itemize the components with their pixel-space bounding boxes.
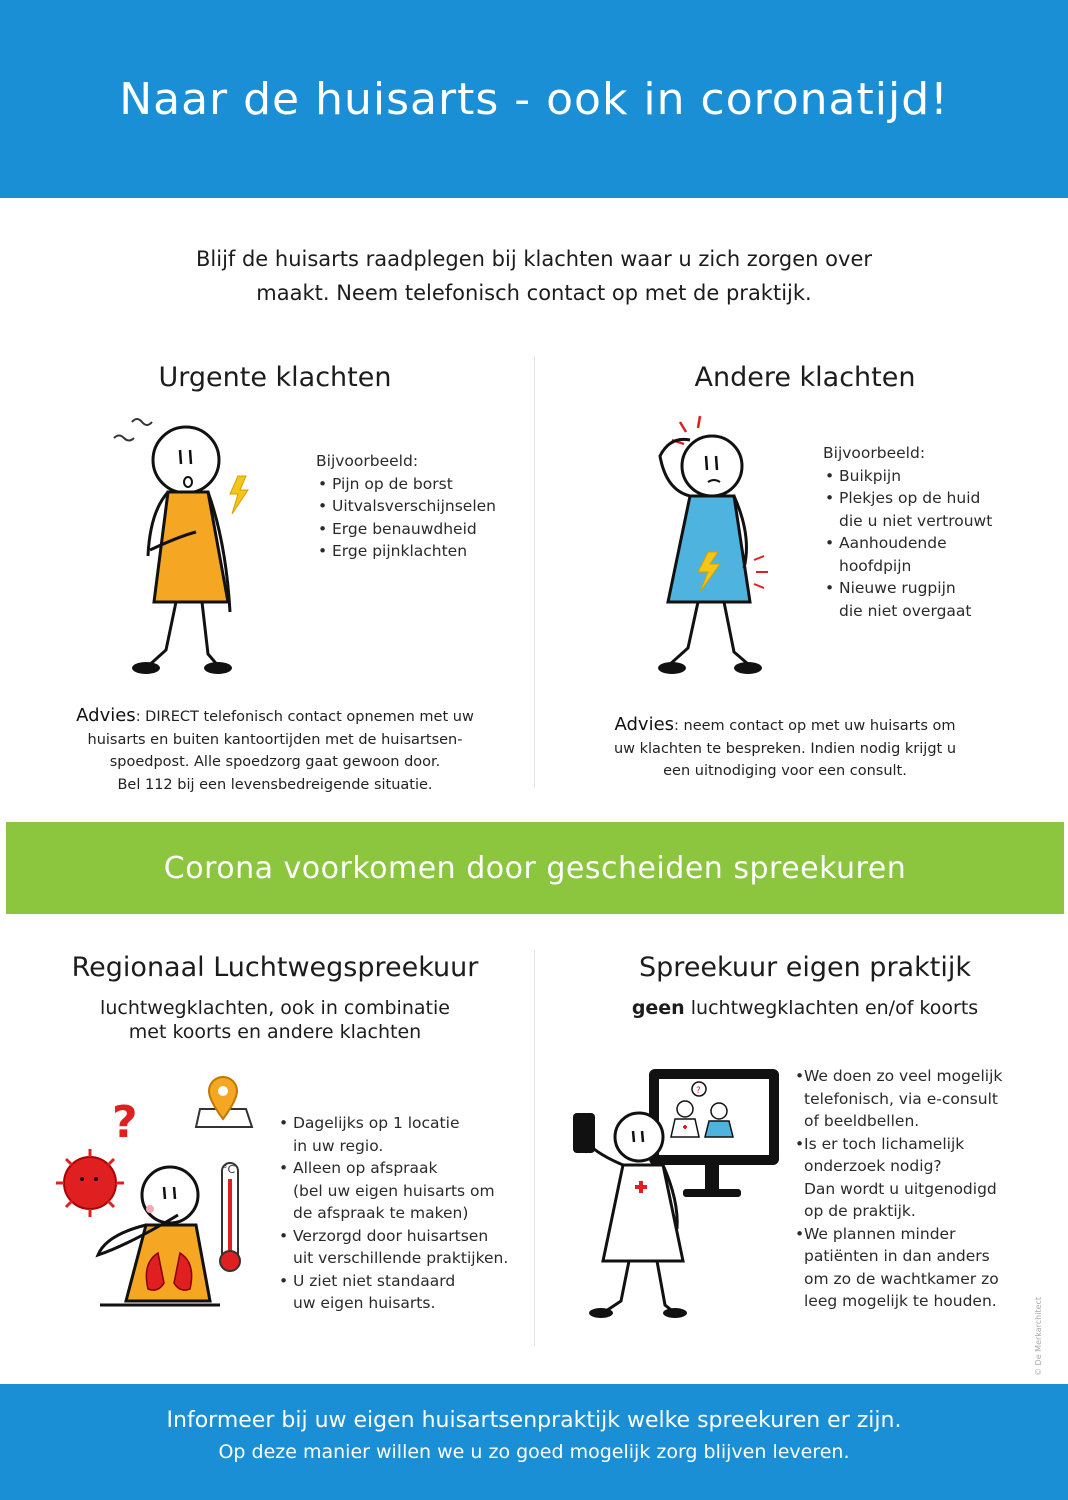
column-divider-bottom [534, 950, 535, 1346]
footer-line-1: Informeer bij uw eigen huisartsenpraktijk welke spreekuren er zijn. [166, 1408, 902, 1433]
own-subtitle-bold: geen [631, 997, 685, 1019]
own-illustration [565, 1065, 785, 1320]
list-item: • Plekjes op de huid die u niet vertrouwt [823, 487, 1023, 532]
section-banner-title: Corona voorkomen door gescheiden spreekuren [163, 850, 907, 886]
other-examples-intro: Bijvoorbeeld: [823, 444, 926, 462]
regional-title: Regionaal Luchtwegspreekuur [71, 952, 479, 983]
column-divider-top [534, 356, 535, 788]
urgent-advice-label: Advies [76, 705, 136, 726]
intro-text [120, 242, 948, 310]
urgent-examples-intro: Bijvoorbeeld: [316, 452, 419, 470]
own-info [793, 1065, 1018, 1313]
own-subtitle: geen luchtwegklachten en/of koorts [631, 997, 979, 1019]
list-item: • Uitvalsverschijnselen [316, 495, 526, 518]
list-item: • Alleen op afspraak (bel uw eigen huisarts om de afspraak te maken) [277, 1157, 527, 1225]
regional-illustration [50, 1075, 260, 1315]
list-item: • Buikpijn [823, 465, 1023, 488]
intro-line-2: maakt. Neem telefonisch contact op met de praktijk. [256, 281, 812, 305]
credit-text: © De Merkarchitect [1034, 1296, 1043, 1376]
svg-text:?: ? [112, 1097, 138, 1148]
other-person-illustration [650, 412, 800, 682]
svg-text:?: ? [696, 1086, 701, 1096]
list-item: • We doen zo veel mogelijk telefonisch, via e-consult of beeldbellen. [793, 1065, 1018, 1133]
section-banner [6, 822, 1064, 914]
other-title: Andere klachten [694, 362, 916, 393]
page-title: Naar de huisarts - ook in coronatijd! [119, 73, 949, 125]
list-item: • U ziet niet standaard uw eigen huisarts. [277, 1270, 527, 1315]
other-advice-label: Advies [614, 714, 675, 735]
list-item: • Erge pijnklachten [316, 540, 526, 563]
footer-line-2: Op deze manier willen we u zo goed mogelijk zorg blijven leveren. [218, 1441, 850, 1463]
header-banner [0, 0, 1068, 198]
list-item: • Verzorgd door huisartsen uit verschillende praktijken. [277, 1225, 527, 1270]
footer-banner [0, 1384, 1068, 1500]
list-item: • We plannen minder patiënten in dan anders om zo de wachtkamer zo leeg mogelijk te houden. [793, 1223, 1018, 1313]
urgent-examples [316, 450, 526, 563]
thermometer-unit: °C [222, 1163, 236, 1176]
regional-subtitle: luchtwegklachten, ook in combinatie met koorts en andere klachten [100, 997, 450, 1043]
intro-line-1: Blijf de huisarts raadplegen bij klachten waar u zich zorgen over [196, 247, 872, 271]
list-item: • Dagelijks op 1 locatie in uw regio. [277, 1112, 527, 1157]
regional-info [277, 1112, 527, 1315]
other-examples [823, 442, 1023, 622]
own-title: Spreekuur eigen praktijk [639, 952, 971, 983]
list-item: • Is er toch lichamelijk onderzoek nodig? Dan wordt u uitgenodigd op de praktijk. [793, 1133, 1018, 1223]
list-item: • Erge benauwdheid [316, 518, 526, 541]
list-item: • Pijn op de borst [316, 473, 526, 496]
other-advice: Advies: neem contact op met uw huisarts om uw klachten te bespreken. Indien nodig krijgt u een uitnodiging voor een consult. [613, 714, 957, 779]
list-item: • Aanhoudende hoofdpijn [823, 532, 1023, 577]
urgent-person-illustration [110, 410, 270, 685]
urgent-title: Urgente klachten [158, 362, 392, 393]
list-item: • Nieuwe rugpijn die niet overgaat [823, 577, 1023, 622]
urgent-advice: Advies: DIRECT telefonisch contact opnemen met uw huisarts en buiten kantoortijden met de huisartsen- spoedpost. Alle spoedzorg gaat gewoon door. Bel 112 bij een levensbedreigende situatie. [76, 705, 474, 793]
